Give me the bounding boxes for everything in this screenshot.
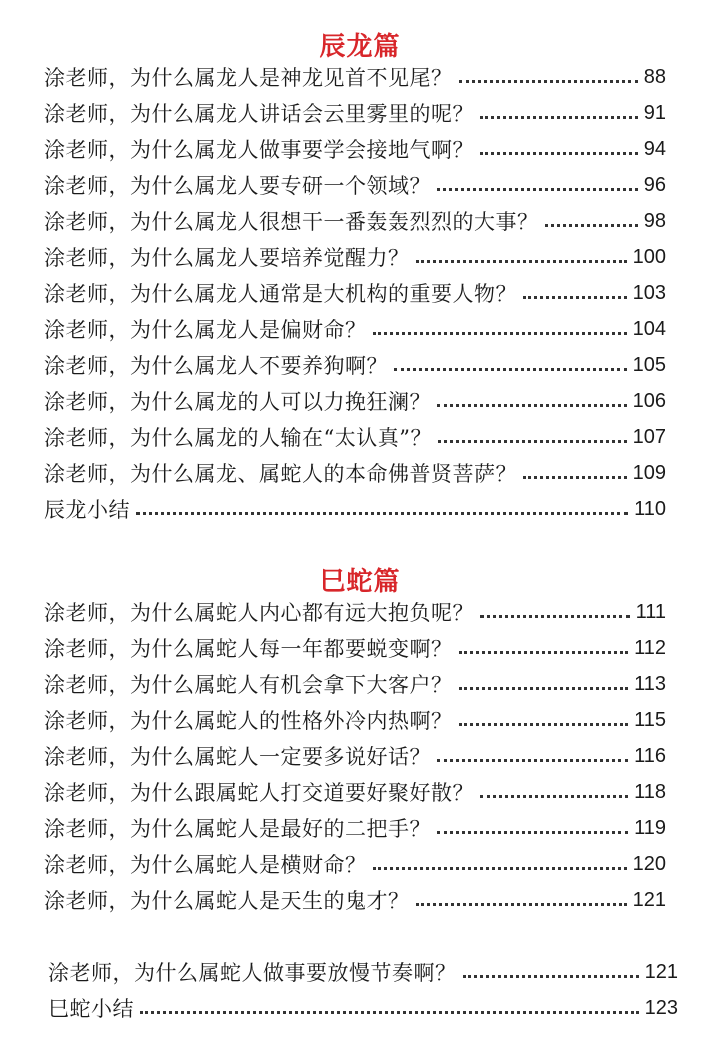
dot-leader: [523, 476, 627, 479]
toc-entry-title: 涂老师，为什么跟属蛇人打交道要好聚好散？: [44, 781, 474, 805]
toc-entry-page: 123: [644, 996, 678, 1019]
toc-list-snake-continued: [48, 954, 678, 1026]
dot-leader: [373, 867, 627, 870]
toc-entry-title: 涂老师，为什么属龙的人输在“太认真”？: [44, 426, 432, 450]
toc-entry-page: 100: [632, 245, 666, 268]
toc-entry-page: 94: [643, 137, 666, 160]
dot-leader: [437, 831, 628, 834]
toc-entry-page: 98: [643, 209, 666, 232]
toc-entry-page: 104: [632, 317, 666, 340]
toc-entry-page: 112: [634, 636, 666, 659]
toc-entry-page: 113: [634, 672, 666, 695]
dot-leader: [416, 903, 627, 906]
toc-entry-title: 涂老师，为什么属龙人不要养狗啊？: [44, 354, 388, 378]
toc-entry[interactable]: [44, 203, 666, 239]
toc-entry[interactable]: [44, 738, 666, 774]
toc-entry-page: 91: [643, 101, 666, 124]
toc-entry-title: 涂老师，为什么属龙的人可以力挽狂澜？: [44, 390, 431, 414]
dot-leader: [459, 723, 629, 726]
toc-entry-title: 辰龙小结: [44, 498, 130, 522]
dot-leader: [437, 759, 628, 762]
dot-leader: [438, 440, 627, 443]
toc-entry-title: 涂老师，为什么属龙人通常是大机构的重要人物？: [44, 282, 517, 306]
section-title-snake: 巳蛇篇: [319, 567, 401, 597]
toc-entry-title: 涂老师，为什么属龙人要培养觉醒力？: [44, 246, 410, 270]
toc-entry-title: 涂老师，为什么属蛇人内心都有远大抱负呢？: [44, 601, 474, 625]
toc-entry-page: 105: [632, 353, 666, 376]
dot-leader: [416, 260, 627, 263]
dot-leader: [136, 512, 628, 515]
toc-entry[interactable]: [44, 846, 666, 882]
toc-entry-page: 115: [634, 708, 666, 731]
toc-entry-page: 111: [635, 600, 666, 623]
dot-leader: [480, 615, 630, 618]
toc-entry-page: 96: [643, 173, 666, 196]
dot-leader: [373, 332, 627, 335]
toc-entry-page: 88: [643, 65, 666, 88]
toc-entry-title: 涂老师，为什么属蛇人一定要多说好话？: [44, 745, 431, 769]
dot-leader: [140, 1011, 639, 1014]
toc-list-dragon: [44, 59, 666, 527]
toc-entry-title: 涂老师，为什么属龙人是偏财命？: [44, 318, 367, 342]
toc-entry[interactable]: [44, 311, 666, 347]
toc-entry-title: 涂老师，为什么属蛇人做事要放慢节奏啊？: [48, 961, 457, 985]
toc-entry-page: 118: [634, 780, 666, 803]
dot-leader: [459, 651, 629, 654]
toc-entry[interactable]: [44, 774, 666, 810]
toc-entry[interactable]: [44, 383, 666, 419]
dot-leader: [394, 368, 627, 371]
toc-entry-page: 106: [632, 389, 666, 412]
toc-entry-page: 109: [632, 461, 666, 484]
dot-leader: [480, 152, 638, 155]
toc-entry-title: 涂老师，为什么属蛇人每一年都要蜕变啊？: [44, 637, 453, 661]
toc-entry-title: 涂老师，为什么属龙人做事要学会接地气啊？: [44, 138, 474, 162]
toc-entry-page: 107: [632, 425, 666, 448]
section-title-dragon: 辰龙篇: [319, 32, 401, 62]
toc-entry-title: 涂老师，为什么属蛇人是天生的鬼才？: [44, 889, 410, 913]
dot-leader: [545, 224, 638, 227]
toc-entry[interactable]: [48, 954, 678, 990]
toc-entry-summary[interactable]: [44, 491, 666, 527]
toc-entry[interactable]: [44, 455, 666, 491]
toc-entry-title: 涂老师，为什么属蛇人是最好的二把手？: [44, 817, 431, 841]
dot-leader: [459, 80, 638, 83]
toc-entry-page: 121: [632, 888, 666, 911]
toc-entry-title: 涂老师，为什么属蛇人是横财命？: [44, 853, 367, 877]
dot-leader: [463, 975, 639, 978]
toc-entry[interactable]: [44, 702, 666, 738]
toc-entry-page: 120: [632, 852, 666, 875]
toc-entry[interactable]: [44, 419, 666, 455]
toc-list-snake: [44, 594, 666, 918]
toc-entry-page: 119: [634, 816, 666, 839]
toc-entry[interactable]: [44, 95, 666, 131]
toc-entry-title: 涂老师，为什么属龙、属蛇人的本命佛普贤菩萨？: [44, 462, 517, 486]
toc-entry-summary[interactable]: [48, 990, 678, 1026]
toc-entry[interactable]: [44, 59, 666, 95]
toc-entry-title: 涂老师，为什么属龙人很想干一番轰轰烈烈的大事？: [44, 210, 539, 234]
toc-entry[interactable]: [44, 275, 666, 311]
toc-entry[interactable]: [44, 594, 666, 630]
toc-entry-title: 巳蛇小结: [48, 997, 134, 1021]
toc-entry-title: 涂老师，为什么属龙人是神龙见首不见尾？: [44, 66, 453, 90]
toc-entry-page: 116: [634, 744, 666, 767]
dot-leader: [480, 116, 638, 119]
toc-entry[interactable]: [44, 666, 666, 702]
toc-entry-title: 涂老师，为什么属蛇人的性格外冷内热啊？: [44, 709, 453, 733]
toc-entry[interactable]: [44, 630, 666, 666]
dot-leader: [523, 296, 627, 299]
toc-entry-page: 121: [644, 960, 678, 983]
dot-leader: [459, 687, 629, 690]
dot-leader: [437, 188, 638, 191]
toc-entry[interactable]: [44, 882, 666, 918]
dot-leader: [480, 795, 628, 798]
toc-entry-title: 涂老师，为什么属龙人要专研一个领域？: [44, 174, 431, 198]
toc-entry-page: 103: [632, 281, 666, 304]
toc-entry[interactable]: [44, 347, 666, 383]
toc-entry[interactable]: [44, 131, 666, 167]
toc-entry-title: 涂老师，为什么属蛇人有机会拿下大客户？: [44, 673, 453, 697]
toc-entry-page: 110: [634, 497, 666, 520]
toc-entry[interactable]: [44, 239, 666, 275]
dot-leader: [437, 404, 627, 407]
toc-entry-title: 涂老师，为什么属龙人讲话会云里雾里的呢？: [44, 102, 474, 126]
toc-entry[interactable]: [44, 167, 666, 203]
toc-entry[interactable]: [44, 810, 666, 846]
